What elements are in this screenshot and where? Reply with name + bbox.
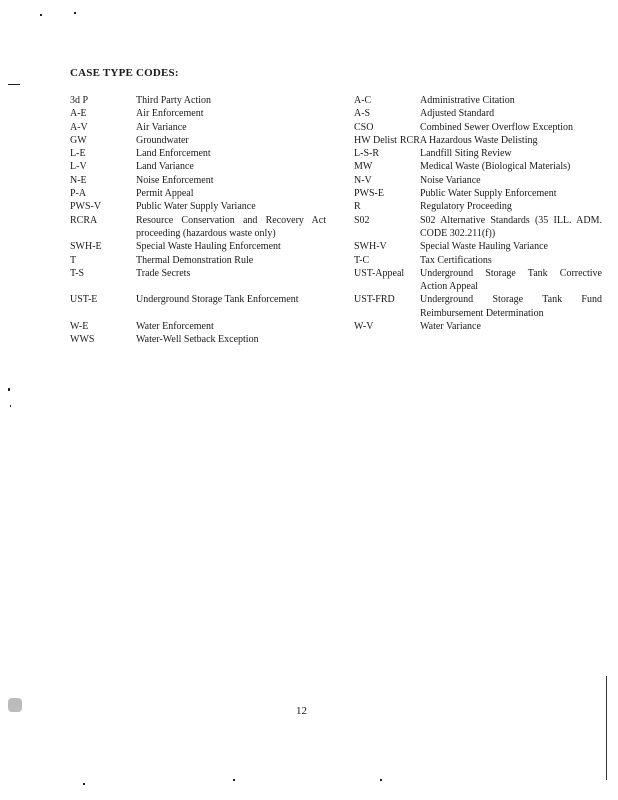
code-row <box>70 200 326 213</box>
case-code: CSO <box>354 121 374 133</box>
code-row <box>354 160 602 173</box>
case-description: Underground Storage Tank Corrective Action Appeal <box>420 267 602 293</box>
code-row <box>70 121 326 134</box>
code-row <box>70 320 326 333</box>
case-description: Land Enforcement <box>136 148 211 160</box>
case-code: 3d P <box>70 95 89 106</box>
case-code: UST-Appeal <box>354 267 405 279</box>
code-row <box>70 267 326 280</box>
scan-speck <box>10 405 11 407</box>
case-description: Underground Storage Tank Enforcement <box>136 294 299 306</box>
case-description: Water Variance <box>420 321 481 333</box>
case-description: Land Variance <box>136 161 194 173</box>
case-description: Resource Conservation and Recovery Act proceeding (hazardous waste only) <box>136 214 326 239</box>
case-code: W-V <box>354 321 374 333</box>
left-code-column <box>70 94 326 347</box>
case-description: Thermal Demonstration Rule <box>136 254 254 266</box>
case-description: S02 Alternative Standards (35 ILL. ADM. CODE 302.211(f)) <box>420 214 602 239</box>
case-code: R <box>354 201 361 213</box>
scan-speck <box>83 783 85 785</box>
case-code: RCRA <box>70 214 98 226</box>
case-code: SWH-E <box>70 241 102 253</box>
case-description: Regulatory Proceeding <box>420 201 512 213</box>
case-description: Air Enforcement <box>136 108 204 120</box>
case-code: N-E <box>70 174 87 186</box>
scan-speck <box>380 779 382 781</box>
case-description: Combined Sewer Overflow Exception <box>420 121 574 133</box>
code-row <box>354 134 602 147</box>
case-code: A-E <box>70 108 87 120</box>
right-code-column <box>354 94 602 333</box>
scan-edge-line <box>606 676 607 780</box>
code-row <box>70 333 326 346</box>
code-row <box>354 121 602 134</box>
code-row <box>70 94 326 107</box>
case-code: PWS-E <box>354 188 384 200</box>
case-description: Public Water Supply Variance <box>136 201 256 213</box>
case-description: Tax Certifications <box>420 254 492 266</box>
case-code: WWS <box>70 334 95 346</box>
scan-speck <box>8 388 10 391</box>
scan-speck <box>40 14 42 16</box>
code-row <box>354 293 602 320</box>
scan-speck <box>233 779 235 781</box>
case-description: RCRA Hazardous Waste Delisting <box>399 134 538 146</box>
case-code: W-E <box>70 321 89 333</box>
case-description: Noise Variance <box>420 174 481 186</box>
scan-speck <box>8 84 20 85</box>
code-row <box>354 107 602 120</box>
case-description: Landfill Siting Review <box>420 148 512 160</box>
case-code: L-S-R <box>354 148 379 160</box>
code-row <box>354 174 602 187</box>
case-description: Special Waste Hauling Enforcement <box>136 241 281 253</box>
case-code: S02 <box>354 214 370 226</box>
code-row <box>354 214 602 241</box>
case-description: Special Waste Hauling Variance <box>420 241 548 253</box>
code-row <box>354 147 602 160</box>
code-row <box>70 293 326 306</box>
case-code: A-C <box>354 95 372 106</box>
code-row <box>70 107 326 120</box>
case-description: Water-Well Setback Exception <box>136 334 259 346</box>
case-code: UST-E <box>70 294 98 306</box>
case-description: Adjusted Standard <box>420 108 495 120</box>
page-heading: CASE TYPE CODES: <box>70 67 179 79</box>
case-code: MW <box>354 161 373 173</box>
case-description: Air Variance <box>136 121 187 133</box>
case-description: Administrative Citation <box>420 95 515 106</box>
code-row <box>70 240 326 253</box>
scan-speck <box>8 698 22 712</box>
case-description: Medical Waste (Biological Materials) <box>420 161 571 173</box>
case-code: A-V <box>70 121 88 133</box>
code-row <box>354 200 602 213</box>
code-row <box>70 187 326 200</box>
page-number: 12 <box>296 705 307 717</box>
case-code: T-S <box>70 267 85 279</box>
case-description: Public Water Supply Enforcement <box>420 188 557 200</box>
code-row <box>70 160 326 173</box>
case-code: UST-FRD <box>354 294 395 306</box>
case-description: Groundwater <box>136 134 189 146</box>
case-code: P-A <box>70 188 87 200</box>
case-description: Third Party Action <box>136 95 211 106</box>
case-code: PWS-V <box>70 201 102 213</box>
code-row <box>70 254 326 267</box>
code-row <box>354 254 602 267</box>
code-row <box>354 320 602 333</box>
case-description: Permit Appeal <box>136 188 194 200</box>
scan-speck <box>74 12 76 14</box>
code-row <box>354 187 602 200</box>
case-code: A-S <box>354 108 371 120</box>
case-code: SWH-V <box>354 241 387 253</box>
case-description: Noise Enforcement <box>136 174 214 186</box>
case-code: GW <box>70 134 87 146</box>
case-code: HW Delist <box>354 134 397 146</box>
code-row <box>70 147 326 160</box>
case-code: L-E <box>70 148 86 160</box>
case-description: Underground Storage Tank Fund Reimbursement Determination <box>420 294 602 319</box>
case-code: T-C <box>354 254 370 266</box>
case-code: L-V <box>70 161 87 173</box>
code-row <box>70 174 326 187</box>
case-code: N-V <box>354 174 372 186</box>
code-row <box>354 267 602 294</box>
code-row <box>354 94 602 107</box>
code-row <box>70 134 326 147</box>
code-row <box>354 240 602 253</box>
case-code: T <box>70 254 77 266</box>
case-description: Trade Secrets <box>136 267 191 279</box>
case-description: Water Enforcement <box>136 321 214 333</box>
code-row <box>70 214 326 241</box>
